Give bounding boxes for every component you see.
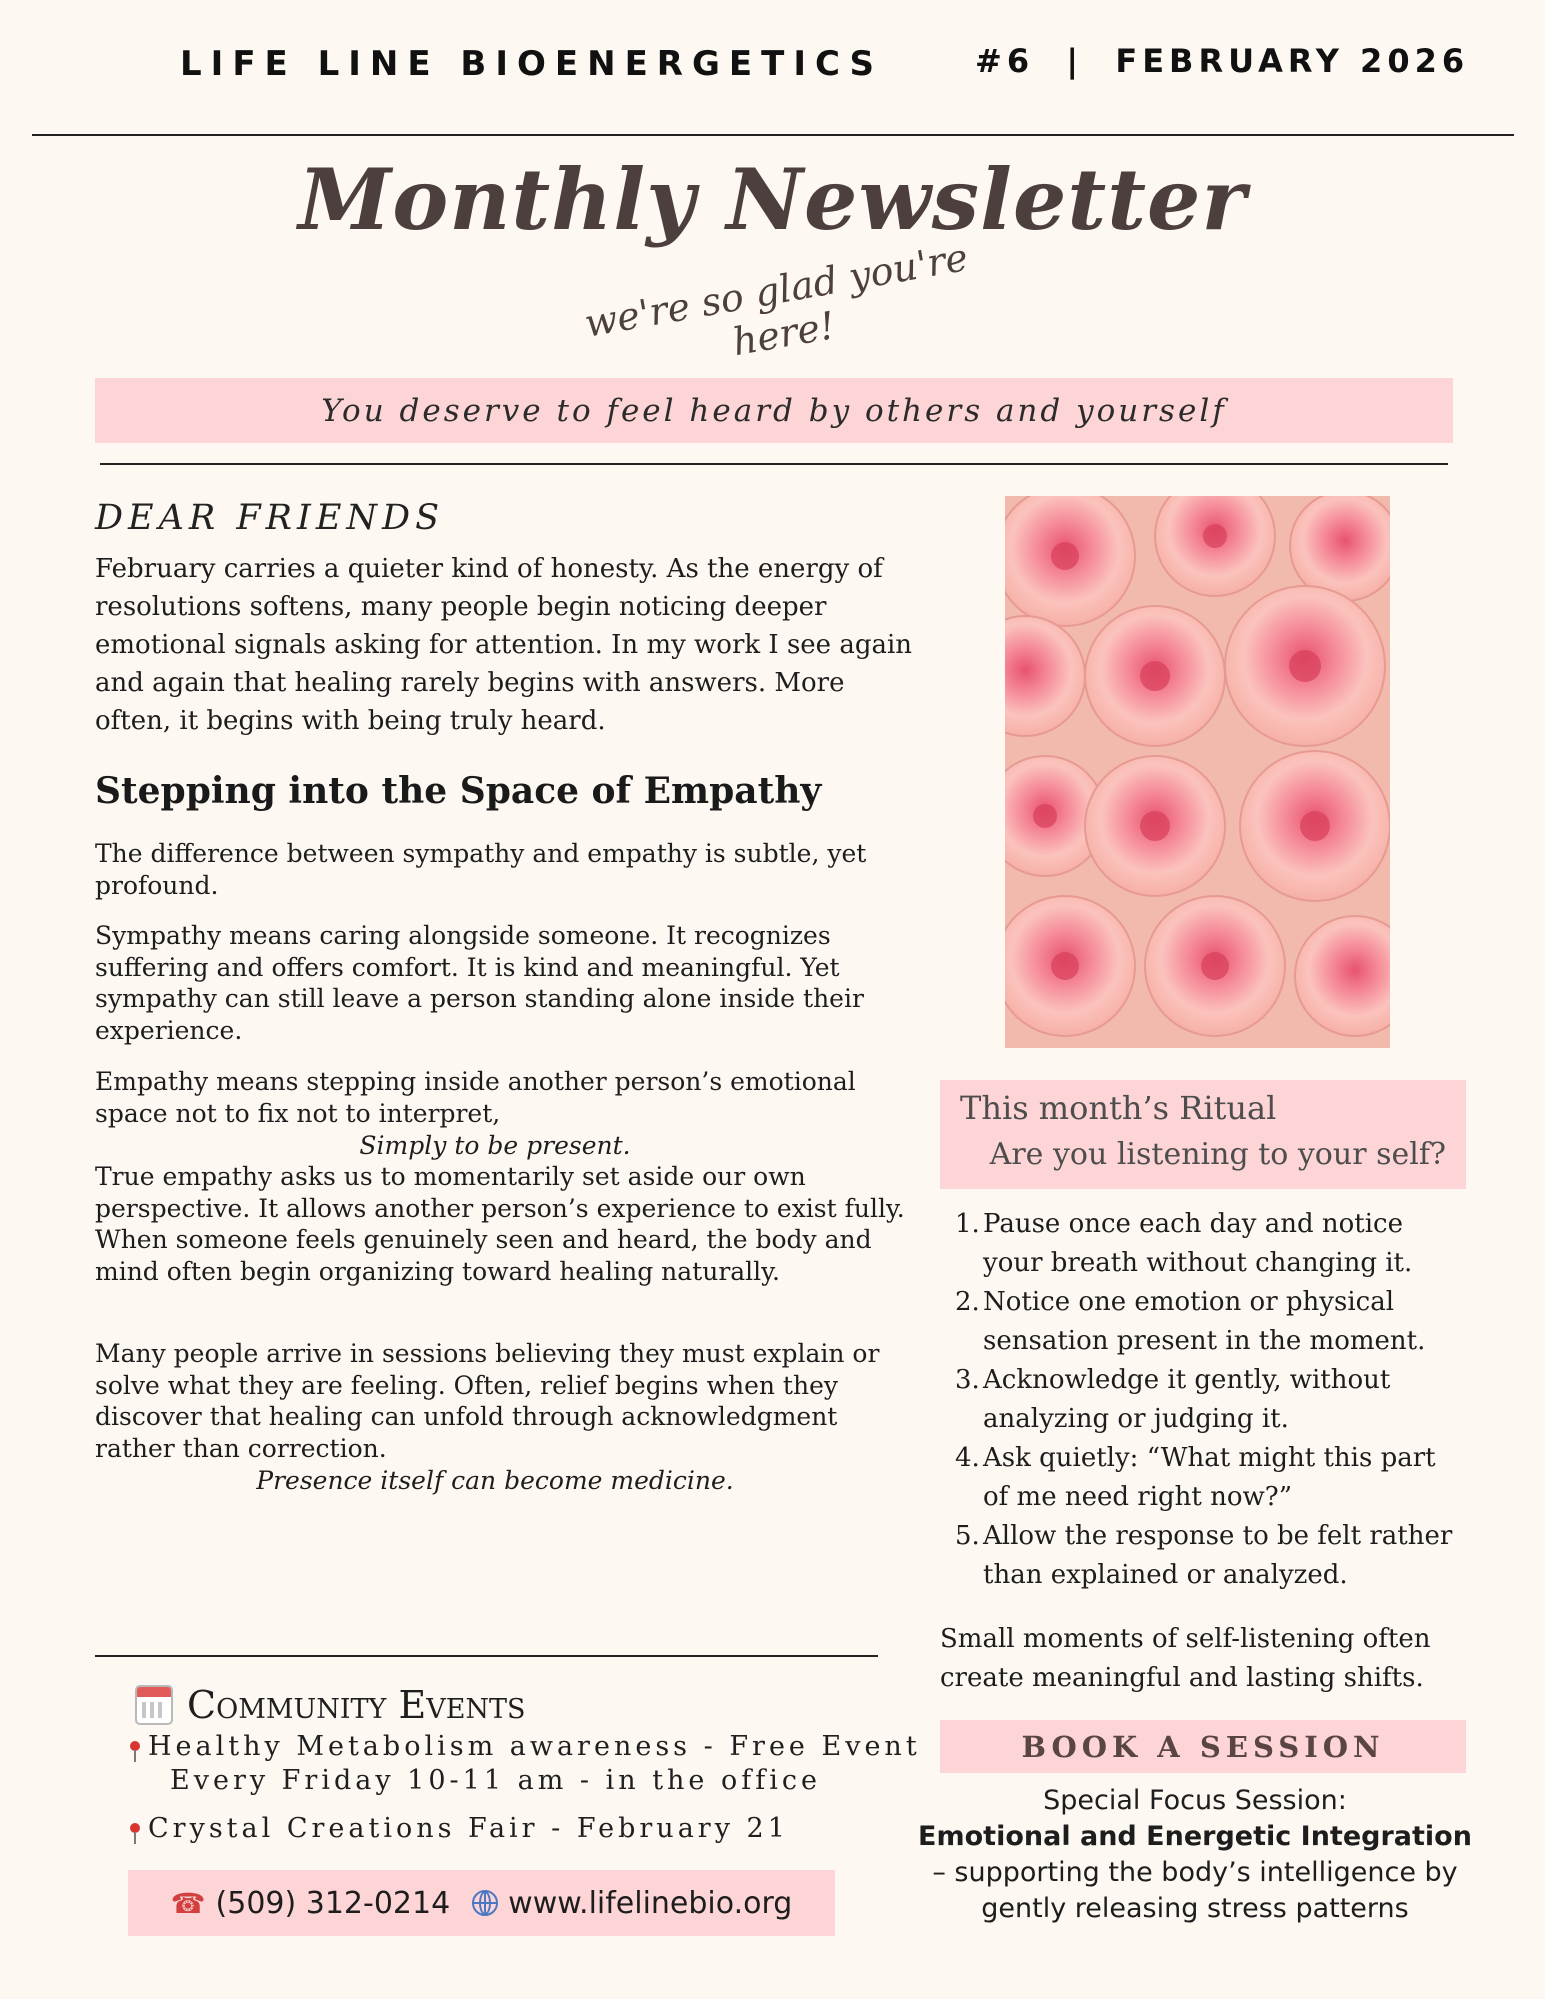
article-paragraph-4: True empathy asks us to momentarily set aside our own perspective. It allows another person’s experience to exist fully. When someone feels genuinely seen and heard, the body and mind often begin organizing toward healing naturally.	[95, 1162, 905, 1286]
special-session-intro: Special Focus Session:	[1043, 1785, 1347, 1816]
event-schedule: Every Friday 10-11 am - in the office	[170, 1765, 821, 1796]
contact-bar	[128, 1870, 835, 1936]
special-session-description: – supporting the body’s intelligence by gently releasing stress patterns	[932, 1857, 1458, 1924]
list-item: 2. Notice one emotion or physical sensation present in the moment.	[955, 1287, 1426, 1356]
phone-contact[interactable]	[171, 1886, 451, 1921]
pin-icon	[130, 1823, 140, 1833]
roses-photo	[1005, 496, 1390, 1048]
newsletter-subtitle: we're so glad you're here!	[581, 234, 972, 365]
event-title: Crystal Creations Fair - February 21	[148, 1813, 789, 1844]
ritual-closing: Small moments of self-listening often create meaningful and lasting shifts.	[940, 1624, 1431, 1693]
ritual-steps	[955, 1205, 1455, 1595]
website-url: www.lifelinebio.org	[508, 1885, 793, 1921]
article-paragraph-5: Many people arrive in sessions believing they must explain or solve what they are feeling. Often, relief begins when they discover that healing can unfold through acknowledgment rather than correction.	[95, 1339, 880, 1463]
special-session-name: Emotional and Energetic Integration	[918, 1821, 1472, 1852]
header-divider	[32, 134, 1514, 136]
events-divider	[95, 1655, 878, 1657]
pin-icon	[130, 1741, 140, 1751]
newsletter-title: Monthly Newsletter	[298, 150, 1247, 249]
tagline-text: You deserve to feel heard by others and yourself	[321, 392, 1227, 429]
special-session-info	[915, 1783, 1475, 1927]
issue-date: #6 | FEBRUARY 2026	[975, 42, 1470, 80]
calendar-icon	[135, 1685, 173, 1725]
article-paragraph-1: The difference between sympathy and empathy is subtle, yet profound.	[95, 839, 867, 900]
tagline-banner	[95, 378, 1453, 443]
globe-icon	[472, 1890, 498, 1916]
event-title: Healthy Metabolism awareness - Free Event	[148, 1731, 921, 1762]
article-paragraph-3: Empathy means stepping inside another person’s emotional space not to fix not to interpret,	[95, 1067, 856, 1128]
article-heading: Stepping into the Space of Empathy	[95, 770, 822, 812]
list-item: 3. Acknowledge it gently, without analyzing or judging it.	[955, 1365, 1391, 1434]
intro-paragraph: February carries a quieter kind of honesty. As the energy of resolutions softens, many people begin noticing deeper emotional signals asking for attention. In my work I see again and again that healing rarely begins with answers. More often, it begins with being truly heard.	[95, 554, 913, 736]
event-item	[130, 1730, 921, 1798]
website-link[interactable]	[472, 1886, 792, 1921]
ritual-subtitle: Are you listening to your self?	[989, 1137, 1446, 1172]
article-paragraph-2: Sympathy means caring alongside someone. It recognizes suffering and offers comfort. It is kind and meaningful. Yet sympathy can still leave a person standing alone inside their experience.	[95, 921, 864, 1045]
article-quote-1: Simply to be present.	[359, 1131, 631, 1160]
article-quote-2: Presence itself can become medicine.	[256, 1466, 734, 1495]
banner-divider	[100, 463, 1448, 465]
roses-illustration	[1005, 496, 1390, 1048]
phone-icon: ☎	[170, 1886, 206, 1920]
event-item	[130, 1812, 789, 1846]
phone-number: (509) 312-0214	[215, 1885, 451, 1921]
dear-friends-heading: DEAR FRIENDS	[95, 498, 445, 538]
brand-name: LIFE LINE BIOENERGETICS	[180, 44, 884, 84]
community-events-title: Community Events	[187, 1683, 526, 1727]
book-session-button[interactable]: BOOK A SESSION	[940, 1720, 1466, 1773]
ritual-title: This month’s Ritual	[960, 1089, 1277, 1127]
list-item: 4. Ask quietly: “What might this part of me need right now?”	[955, 1443, 1436, 1512]
community-events-heading	[135, 1683, 526, 1727]
list-item: 1. Pause once each day and notice your breath without changing it.	[955, 1209, 1413, 1278]
list-item: 5. Allow the response to be felt rather than explained or analyzed.	[955, 1521, 1453, 1590]
